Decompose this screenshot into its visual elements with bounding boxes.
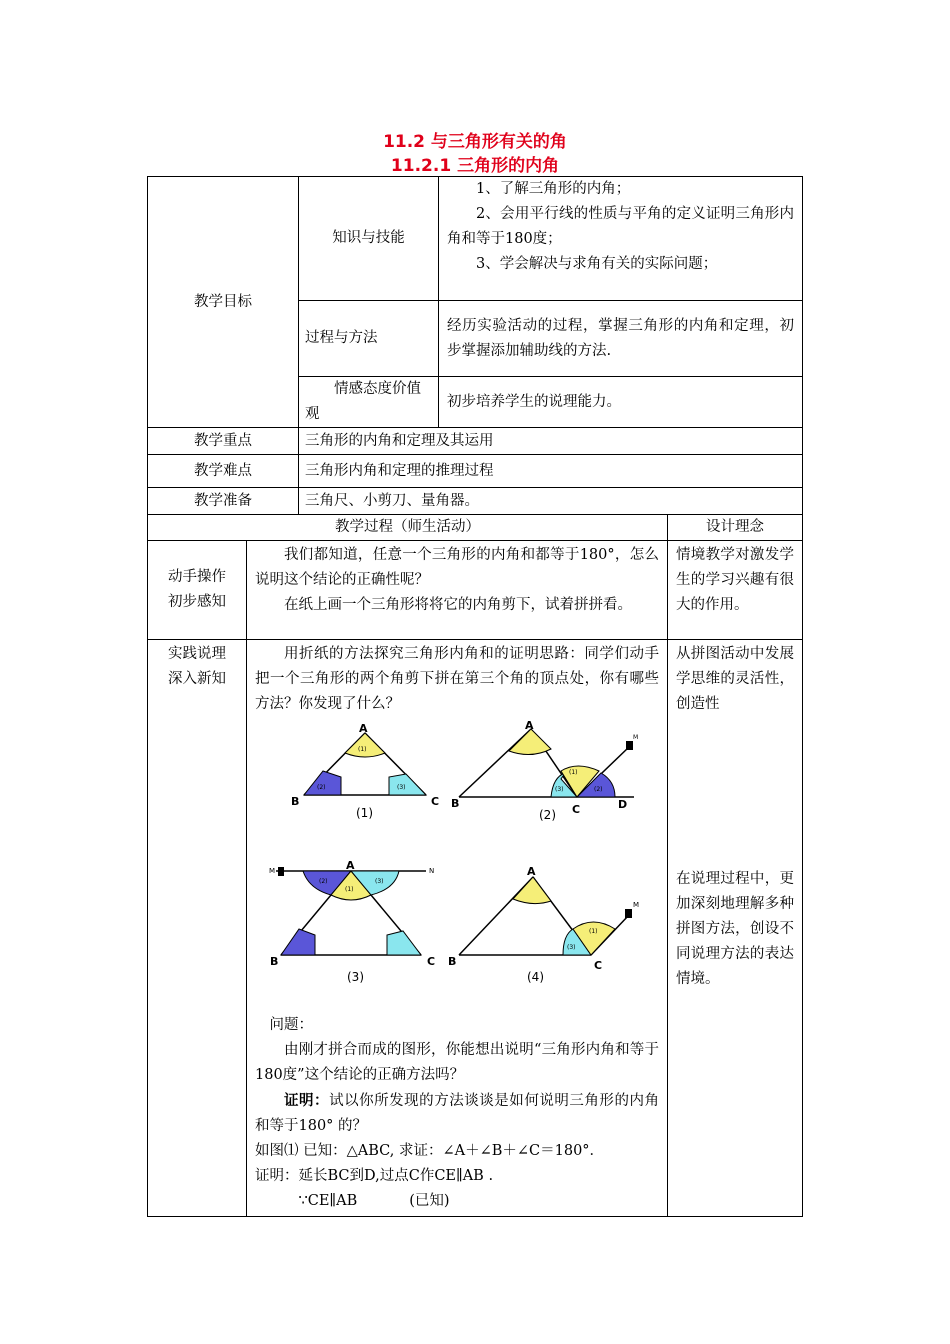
lesson-plan-table [147,176,803,1217]
fig4-label-a: A [527,865,536,878]
fig3-caption: (3) [347,970,364,984]
section1-para2: 在纸上画一个三角形将将它的内角剪下，试着拼拼看。 [284,597,632,613]
fig4-m-marker [625,909,632,918]
figure-3 [269,859,435,984]
fig3-label-m: M [269,867,276,875]
section2-design-1: 从拼图活动中发展学思维的灵活性，创造性 [676,646,794,712]
title-line1: 11.2 与三角形有关的角 [383,132,567,152]
proof-label: 证明： [284,1092,330,1109]
fig3-label-n: N [429,867,435,875]
figure-1 [291,722,439,820]
fig2-label-b: B [451,797,460,810]
section1-para1: 我们都知道，任意一个三角形的内角和都等于180°，怎么说明这个结论的正确性呢？ [255,547,659,588]
fig4-angle-label-3: (3) [567,944,576,951]
emotion-label: 情感态度价值观 [299,377,439,428]
fig1-label-b: B [291,795,300,808]
difficulty-label: 教学难点 [148,455,299,488]
key-point-text: 三角形的内角和定理及其运用 [299,428,803,455]
figure-2 [451,719,638,822]
fig3-angle-label-3: (3) [375,878,384,885]
fig2-label-d: D [618,798,628,811]
knowledge-item-1: 1、了解三角形的内角； [476,181,631,197]
process-method-label: 过程与方法 [299,301,439,377]
fig4-label-m: M [633,901,640,909]
process-method-text: 经历实验活动的过程，掌握三角形的内角和定理，初步掌握添加辅助线的方法. [439,301,803,377]
knowledge-item-2: 2、会用平行线的性质与平角的定义证明三角形内角和等于180度； [447,206,794,247]
proof-since-reason: (已知) [409,1193,450,1209]
preparation-label: 教学准备 [148,488,299,515]
process-header: 教学过程（师生活动） [148,515,668,541]
section2-design-2: 在说理过程中，更加深刻地理解多种拼图方法，创设不同说理方法的表达情境。 [676,871,794,987]
proof-text: 试以你所发现的方法谈谈是如何说明三角形的内角和等于180° 的？ [255,1093,659,1134]
fig1-caption: (1) [356,806,373,820]
fig2-label-c: C [572,803,581,816]
fig2-m-marker [626,741,633,750]
fig4-angle-a-wedge [513,877,551,904]
section2-label-line2: 深入新知 [168,671,226,687]
fig2-angle-a-wedge [509,729,551,755]
figure-4 [448,865,639,984]
section1-label-line1: 动手操作 [168,569,226,585]
design-header: 设计理念 [668,515,803,541]
section2-content [247,640,668,1217]
fig1-label-a: A [359,722,368,735]
knowledge-item-3: 3、学会解决与求角有关的实际问题； [476,256,718,272]
preparation-text: 三角尺、小剪刀、量角器。 [299,488,803,515]
fig3-label-c: C [427,955,436,968]
angle-figures [251,719,649,1009]
fig3-angle-c-wedge [387,931,421,955]
fig1-angle-a-wedge [345,733,385,757]
fig1-angle-c-wedge [389,774,426,795]
fig1-label-c: C [431,795,440,808]
section2-intro: 用折纸的方法探究三角形内角和的证明思路：同学们动手把一个三角形的两个角剪下拼在第三个角的顶点处，你有哪些方法？你发现了什么？ [255,646,659,712]
proof-since-expr: ∵CE∥AB [298,1193,358,1209]
fig1-angle-label-1: (1) [358,746,367,753]
section2-label [148,640,247,1217]
fig2-angle-label-1: (1) [569,769,578,776]
section1-label [148,541,247,640]
fig2-caption: (2) [539,808,556,822]
fig3-angle-label-1: (1) [345,886,354,893]
proof-construction-line: 证明：延长BC到D,过点C作CE∥AB . [255,1168,494,1184]
difficulty-text: 三角形内角和定理的推理过程 [299,455,803,488]
knowledge-label: 知识与技能 [299,177,439,301]
fig2-label-a: A [525,719,534,732]
fig1-angle-label-2: (2) [317,784,326,791]
fig3-label-b: B [270,955,279,968]
question-label: 问题： [269,1017,313,1033]
fig3-label-a: A [346,859,355,872]
key-point-label: 教学重点 [148,428,299,455]
fig4-angle-label-1: (1) [589,928,598,935]
fig2-angle-label-3: (3) [555,786,564,793]
goals-label: 教学目标 [148,177,299,428]
section2-design [668,640,803,1217]
fig3-angle-label-2: (2) [319,878,328,885]
fig3-m-marker [278,867,284,876]
fig2-label-m: M [633,734,639,741]
emotion-text: 初步培养学生的说理能力。 [439,377,803,428]
fig3-angle-b-wedge [281,929,315,955]
fig4-caption: (4) [527,970,544,984]
fig1-angle-label-3: (3) [397,784,406,791]
proof-given-line: 如图⑴ 已知：△ABC, 求证：∠A＋∠B＋∠C＝180°． [255,1143,605,1159]
fig4-label-c: C [594,959,603,972]
fig4-label-b: B [448,955,457,968]
knowledge-cell [439,177,803,301]
section1-design: 情境教学对激发学生的学习兴趣有很大的作用。 [668,541,803,640]
fig2-angle-label-2: (2) [594,786,603,793]
question-text: 由刚才拼合而成的图形，你能想出说明“三角形内角和等于180度”这个结论的正确方法吗？ [255,1042,659,1083]
section1-label-line2: 初步感知 [168,594,226,610]
fig1-angle-b-wedge [304,771,341,795]
section2-label-line1: 实践说理 [168,646,226,662]
title-line2: 11.2.1 三角形的内角 [390,156,560,176]
section1-content [247,541,668,640]
